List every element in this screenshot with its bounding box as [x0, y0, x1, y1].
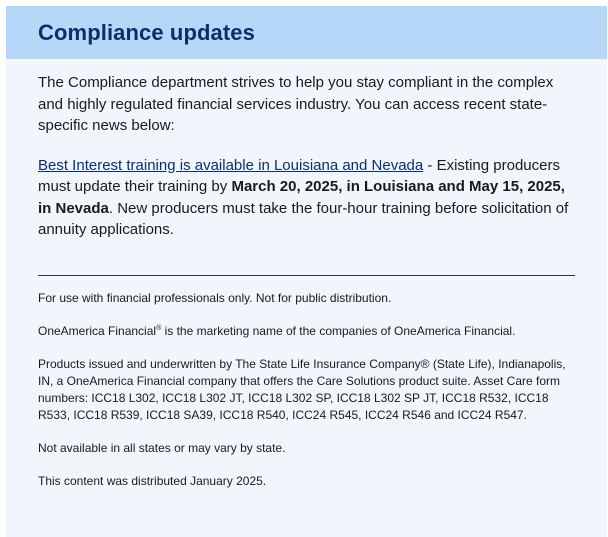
news-item: [38, 155, 575, 241]
compliance-card: [6, 6, 607, 537]
intro-paragraph: The Compliance department strives to help you stay compliant in the complex and highly regulated financial services industry. You can access recent state-specific news below:: [38, 74, 554, 134]
products-disclaimer: Products issued and underwritten by The State Life Insurance Company® (State Life), Indianapolis, IN, a OneAmerica Financial company that offers the Care Solutions product suite. Asset Care form numbers: ICC18 L302, ICC18 L302 JT, ICC18 L302 SP, ICC18 L302 SP JT, ICC18 R532, ICC18 R533, ICC18 R539, ICC18 SA39, ICC18 R540, ICC24 R545, ICC24 R546 and ICC24 R547.: [38, 356, 566, 422]
registered-mark: ®: [156, 324, 162, 332]
professional-use-disclaimer: For use with financial professionals only. Not for public distribution.: [38, 290, 392, 305]
page-title: Compliance updates: [38, 19, 255, 45]
news-text-a: - Existing producers must update their training by: [38, 156, 560, 195]
brand-name: OneAmerica Financial: [38, 323, 157, 338]
brand-suffix: is the marketing name of the companies of OneAmerica Financial.: [161, 323, 516, 338]
content-body: [6, 59, 607, 490]
brand-disclaimer: [38, 323, 575, 340]
best-interest-training-link[interactable]: Best Interest training is available in Louisiana and Nevada: [38, 156, 424, 174]
news-text-b: . New producers must take the four-hour training before solicitation of annuity applications.: [38, 199, 569, 238]
availability-disclaimer: Not available in all states or may vary by state.: [38, 440, 286, 455]
divider: [38, 275, 575, 276]
header-banner: [6, 6, 607, 59]
news-deadline-dates: March 20, 2025, in Louisiana and May 15, 2025, in Nevada: [38, 178, 565, 217]
distribution-date: This content was distributed January 2025.: [38, 473, 267, 488]
